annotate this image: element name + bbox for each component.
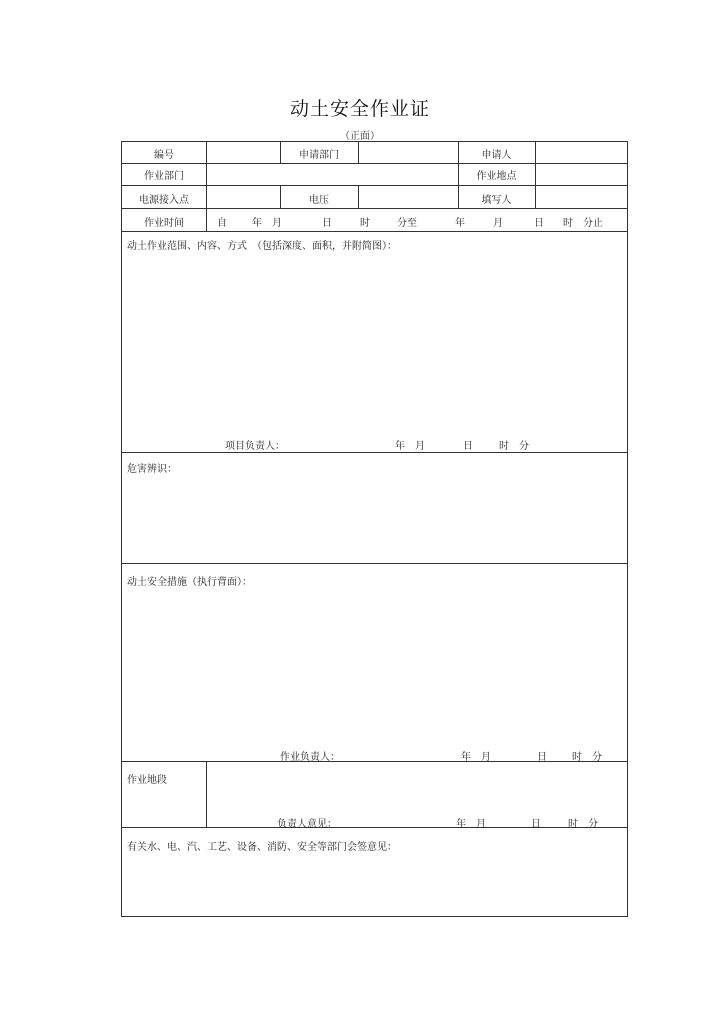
section-divider — [122, 452, 627, 453]
label-work-location: 作业地点 — [476, 171, 517, 182]
label-number: 编号 — [154, 150, 174, 161]
time-hour-min-end: 时 分止 — [563, 218, 603, 229]
row-divider — [122, 208, 627, 209]
page-subtitle: （正面） — [340, 131, 380, 142]
time-from: 自 — [217, 218, 227, 229]
scope-sign-label: 项目负责人： — [225, 441, 285, 452]
work-unit-sign-ym: 年 月 — [456, 819, 486, 830]
col-divider — [535, 142, 536, 208]
time-day-start: 日 — [322, 218, 332, 229]
measures-sign-day: 日 — [537, 752, 547, 763]
work-unit-sign-label: 负责人意见： — [277, 819, 337, 830]
label-applicant: 申请人 — [481, 150, 512, 161]
time-day-end: 日 — [534, 218, 544, 229]
measures-sign-ym: 年 月 — [461, 752, 491, 763]
work-unit-label: 作业地段 — [127, 775, 167, 786]
label-power-point: 电源接入点 — [139, 195, 189, 206]
scope-label: 动土作业范围、内容、方式 （包括深度、面积，并附简图）： — [127, 241, 397, 252]
time-min-to: 分至 — [397, 218, 417, 229]
measures-sign-hm: 时 分 — [572, 752, 602, 763]
row-divider — [122, 231, 627, 232]
time-year-end: 年 — [455, 218, 465, 229]
scope-sign-day: 日 — [463, 441, 473, 452]
permit-form — [121, 141, 628, 917]
col-divider — [358, 142, 359, 163]
countersign-label: 有关水、电、汽、工艺、设备、消防、安全等部门会签意见： — [127, 842, 397, 853]
col-divider — [358, 185, 359, 208]
col-divider — [206, 142, 207, 231]
measures-sign-label: 作业负责人： — [280, 752, 340, 763]
work-unit-sign-day: 日 — [531, 819, 541, 830]
time-year-month-start: 年 月 — [252, 218, 282, 229]
work-unit-sign-hm: 时 分 — [568, 819, 598, 830]
scope-sign-ym: 年 月 — [395, 441, 425, 452]
col-divider — [206, 761, 207, 827]
label-work-dept: 作业部门 — [144, 171, 184, 182]
label-applicant-dept: 申请部门 — [299, 150, 339, 161]
scope-sign-hm: 时 分 — [499, 441, 529, 452]
section-divider — [122, 827, 627, 828]
time-month-end: 月 — [493, 218, 503, 229]
section-divider — [122, 761, 627, 762]
label-voltage: 电压 — [309, 195, 329, 206]
section-divider — [122, 563, 627, 564]
time-hour-start: 时 — [360, 218, 370, 229]
page-title: 动土安全作业证 — [289, 98, 430, 120]
row-divider — [122, 185, 627, 186]
hazard-label: 危害辨识： — [127, 464, 177, 475]
measures-label: 动土安全措施（执行背面）： — [127, 577, 252, 588]
label-work-time: 作业时间 — [144, 218, 184, 229]
row-divider — [122, 163, 627, 164]
label-filler: 填写人 — [481, 195, 512, 206]
